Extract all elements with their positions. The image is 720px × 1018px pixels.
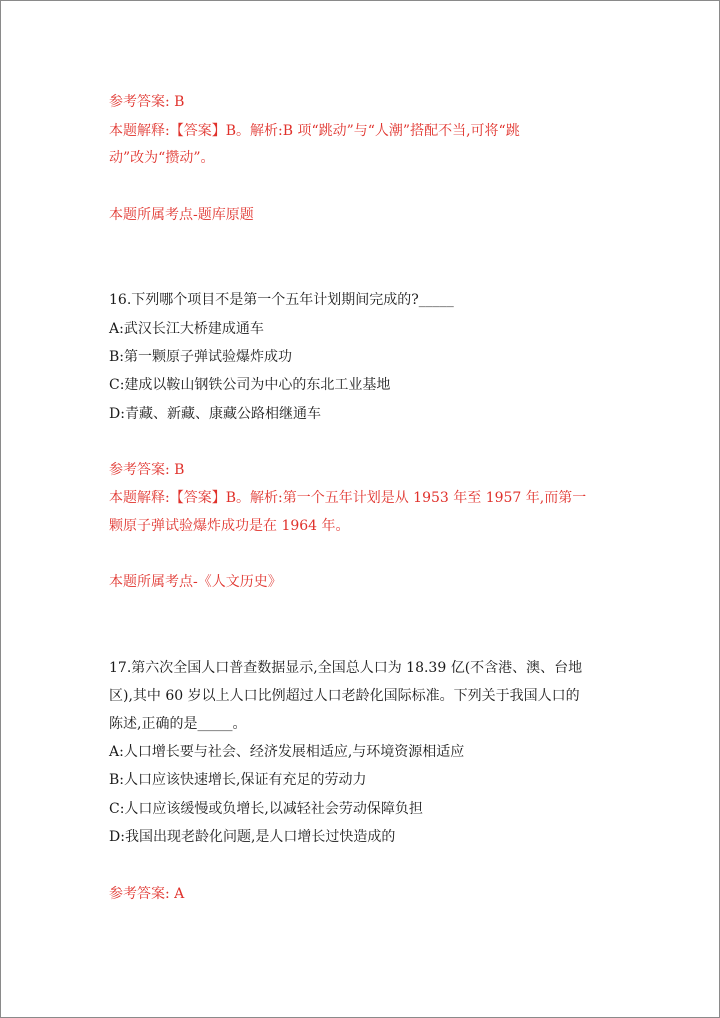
explanation-text: 本题解释:【答案】B。解析:第一个五年计划是从 1953 年至 1957 年,而第一 xyxy=(109,490,587,506)
option-d: D:青藏、新藏、康藏公路相继通车 xyxy=(109,406,321,422)
option-c: C:人口应该缓慢或负增长,以减轻社会劳动保障负担 xyxy=(109,801,423,817)
option-c: C:建成以鞍山钢铁公司为中心的东北工业基地 xyxy=(109,377,391,393)
answer-text: 参考答案: B xyxy=(109,94,185,110)
question-stem: 16.下列哪个项目不是第一个五年计划期间完成的?_____ xyxy=(109,292,454,308)
option-b: B:第一颗原子弹试验爆炸成功 xyxy=(109,349,293,365)
question-stem: 17.第六次全国人口普查数据显示,全国总人口为 18.39 亿(不含港、澳、台地 xyxy=(109,660,583,676)
question-stem: 区),其中 60 岁以上人口比例超过人口老龄化国际标准。下列关于我国人口的 xyxy=(109,688,580,704)
option-a: A:武汉长江大桥建成通车 xyxy=(109,321,264,337)
explanation-text: 本题解释:【答案】B。解析:B 项“跳动”与“人潮”搭配不当,可将“跳 xyxy=(109,123,520,139)
answer-text: 参考答案: A xyxy=(109,886,185,902)
topic-text: 本题所属考点-题库原题 xyxy=(109,207,254,223)
option-d: D:我国出现老龄化问题,是人口增长过快造成的 xyxy=(109,829,396,845)
option-a: A:人口增长要与社会、经济发展相适应,与环境资源相适应 xyxy=(109,744,465,760)
topic-text: 本题所属考点-《人文历史》 xyxy=(109,574,282,590)
option-b: B:人口应该快速增长,保证有充足的劳动力 xyxy=(109,772,367,788)
question-stem: 陈述,正确的是_____。 xyxy=(109,716,247,732)
answer-text: 参考答案: B xyxy=(109,462,185,478)
explanation-text: 颗原子弹试验爆炸成功是在 1964 年。 xyxy=(109,518,350,534)
explanation-text: 动”改为“攒动”。 xyxy=(109,150,215,166)
